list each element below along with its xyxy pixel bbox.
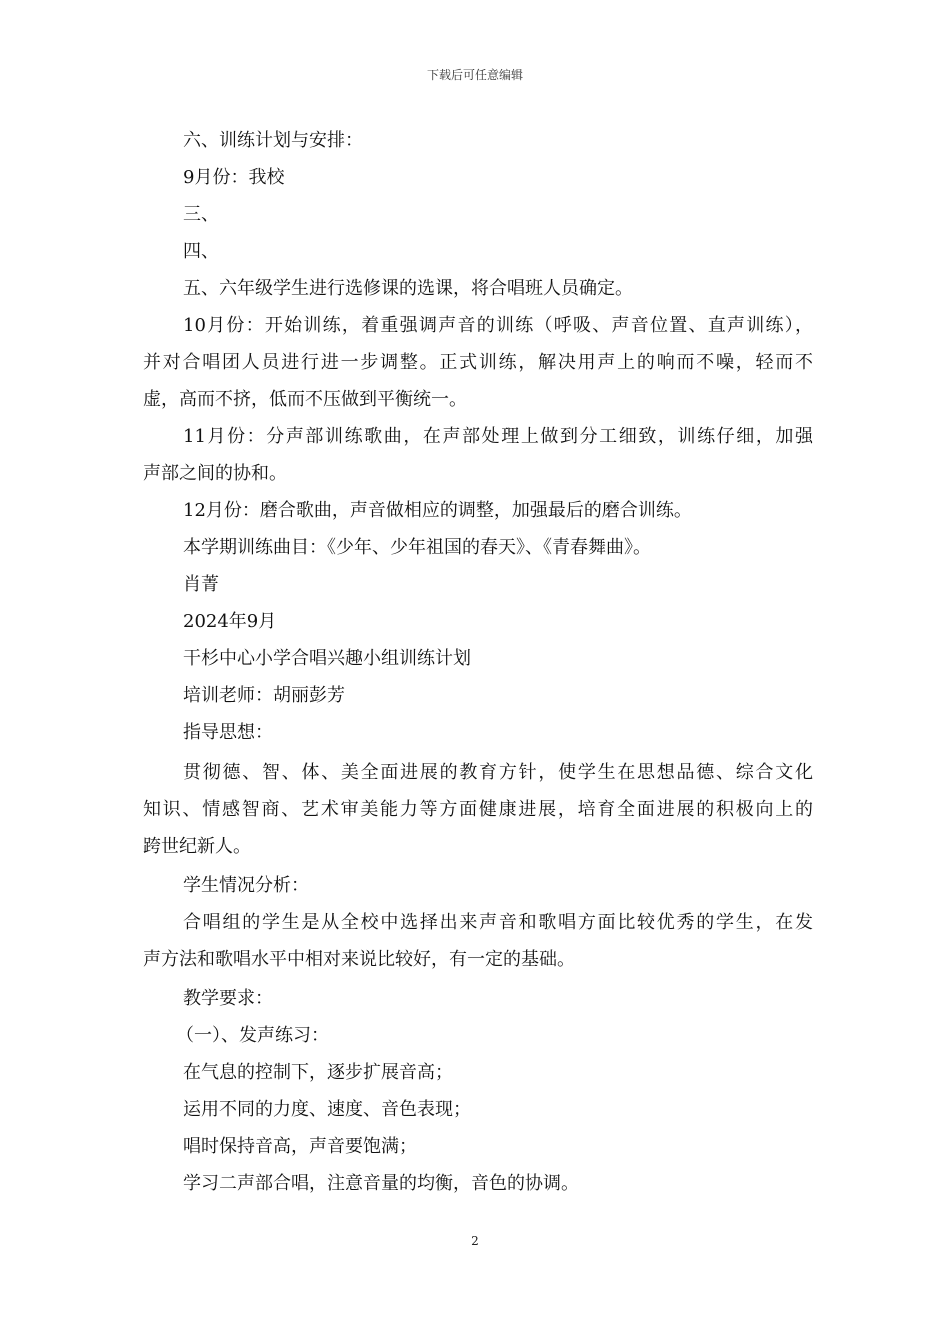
trainer-line: 培训老师：胡丽彭芳 [183, 685, 345, 706]
paragraph-line: 10月份：开始训练，着重强调声音的训练（呼吸、声音位置、直声训练）， [183, 315, 813, 336]
paragraph-line: 11月份：分声部训练歌曲，在声部处理上做到分工细致，训练仔细，加强 [183, 426, 813, 447]
paragraph-line: 五、六年级学生进行选修课的选课，将合唱班人员确定。 [183, 278, 633, 299]
section-heading-teaching-requirements: 教学要求： [183, 988, 273, 1009]
page-header: 下载后可任意编辑 [426, 68, 523, 82]
list-item: 运用不同的力度、速度、音色表现； [183, 1099, 471, 1120]
paragraph-line: 三、 [183, 204, 219, 225]
section-heading-student-analysis: 学生情况分析： [183, 875, 309, 896]
paragraph-line: 9月份：我校 [183, 167, 285, 188]
paragraph-line: 四、 [183, 241, 219, 262]
paragraph-line: 本学期训练曲目：《少年、少年祖国的春天》、《青春舞曲》。 [183, 537, 651, 558]
paragraph-line: 贯彻德、智、体、美全面进展的教育方针，使学生在思想品德、综合文化 [183, 762, 813, 783]
section-heading-training-plan: 六、训练计划与安排： [183, 130, 363, 151]
paragraph-line: 声方法和歌唱水平中相对来说比较好，有一定的基础。 [143, 949, 575, 970]
paragraph-line: 合唱组的学生是从全校中选择出来声音和歌唱方面比较优秀的学生，在发 [183, 912, 813, 933]
list-item: 唱时保持音高，声音要饱满； [183, 1136, 417, 1157]
document-title: 干杉中心小学合唱兴趣小组训练计划 [183, 648, 471, 669]
date-line: 2024年9月 [183, 611, 277, 632]
paragraph-line: 并对合唱团人员进行进一步调整。正式训练，解决用声上的响而不噪，轻而不 [143, 352, 813, 373]
paragraph-line: 12月份：磨合歌曲，声音做相应的调整，加强最后的磨合训练。 [183, 500, 692, 521]
paragraph-line: 跨世纪新人。 [143, 836, 251, 857]
author-name: 肖菁 [183, 574, 219, 595]
paragraph-line: 虚，高而不挤，低而不压做到平衡统一。 [143, 389, 467, 410]
list-item: 学习二声部合唱，注意音量的均衡，音色的协调。 [183, 1173, 579, 1194]
paragraph-line: 声部之间的协和。 [143, 463, 287, 484]
list-item: 在气息的控制下，逐步扩展音高； [183, 1062, 453, 1083]
subsection-heading-vocal-practice: （一）、发声练习： [176, 1025, 329, 1046]
page-number: 2 [471, 1234, 479, 1248]
section-heading-guiding-idea: 指导思想： [183, 722, 273, 743]
paragraph-line: 知识、情感智商、艺术审美能力等方面健康进展，培育全面进展的积极向上的 [143, 799, 813, 820]
